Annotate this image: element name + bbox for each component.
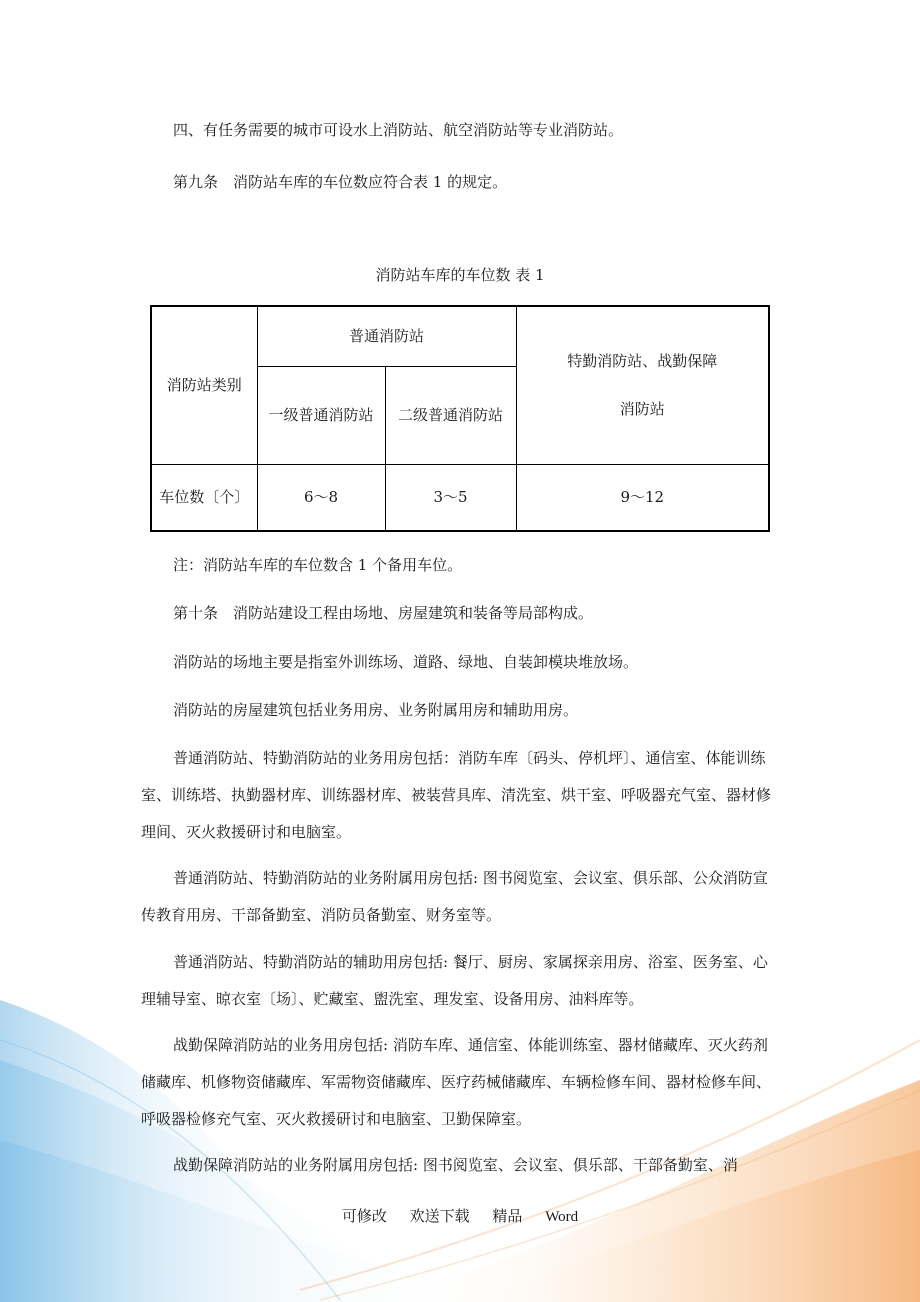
table-group-header: 普通消防站 [257,306,516,366]
table-col-special-line2: 消防站 [619,400,665,419]
table-note: 注：消防站车库的车位数含 1 个备用车位。 [173,556,463,574]
paragraph-water-aviation-stations: 四、有任务需要的城市可设水上消防站、航空消防站等专业消防站。 [173,121,624,139]
table-cell-level1: 6～8 [257,464,385,531]
paragraph-article-9: 第九条 消防站车库的车位数应符合表 1 的规定。 [173,173,508,191]
page-footer [0,1205,920,1226]
table-row-header: 消防站类别 [151,306,257,464]
paragraph-support-station-auxiliary-rooms: 战勤保障消防站的业务附属用房包括: 图书阅览室、会议室、俱乐部、干部备勤室、消 [173,1156,738,1174]
table-col-level2: 二级普通消防站 [385,366,516,464]
table-caption: 消防站车库的车位数 表 1 [375,266,545,284]
footer-premium: 精品 [492,1207,523,1225]
paragraph-article-10: 第十条 消防站建设工程由场地、房屋建筑和装备等局部构成。 [173,604,594,622]
table-cell-special: 9～12 [516,464,769,531]
footer-word: Word [545,1209,579,1225]
table-col-level1: 一级普通消防站 [257,366,385,464]
table-cell-level2: 3～5 [385,464,516,531]
garage-capacity-table [150,305,770,532]
paragraph-business-rooms: 普通消防站、特勤消防站的业务用房包括：消防车库〔码头、停机坪〕、通信室、体能训练室、训练塔、执勤器材库、训练器材库、被装营具库、清洗室、烘干室、呼吸器充气室、器材修理间、灭火救援研讨和电脑室。 [141,749,772,841]
footer-welcome-download: 欢送下载 [409,1207,470,1225]
paragraph-auxiliary-rooms: 普通消防站、特勤消防站的辅助用房包括: 餐厅、厨房、家属探亲用房、浴室、医务室、心理辅导室、晾衣室〔场〕、贮藏室、盥洗室、理发室、设备用房、油料库等。 [141,953,768,1008]
paragraph-site: 消防站的场地主要是指室外训练场、道路、绿地、自装卸模块堆放场。 [173,653,639,671]
footer-editable: 可修改 [341,1207,387,1225]
paragraph-buildings: 消防站的房屋建筑包括业务用房、业务附属用房和辅助用房。 [173,701,579,719]
paragraph-auxiliary-business-rooms: 普通消防站、特勤消防站的业务附属用房包括: 图书阅览室、会议室、俱乐部、公众消防宣传教育用房、干部备勤室、消防员备勤室、财务室等。 [141,869,768,924]
paragraph-support-station-business-rooms: 战勤保障消防站的业务用房包括: 消防车库、通信室、体能训练室、器材储藏库、灭火药剂储藏库、机修物资储藏库、军需物资储藏库、医疗药械储藏库、车辆检修车间、器材检修车间、呼吸器检修充气室、灭火救援研讨和电脑室、卫勤保障室。 [141,1036,772,1128]
table-col-special [516,306,769,464]
table-row2-label: 车位数〔个〕 [151,464,257,531]
table-col-special-line1: 特勤消防站、战勤保障 [567,352,718,371]
